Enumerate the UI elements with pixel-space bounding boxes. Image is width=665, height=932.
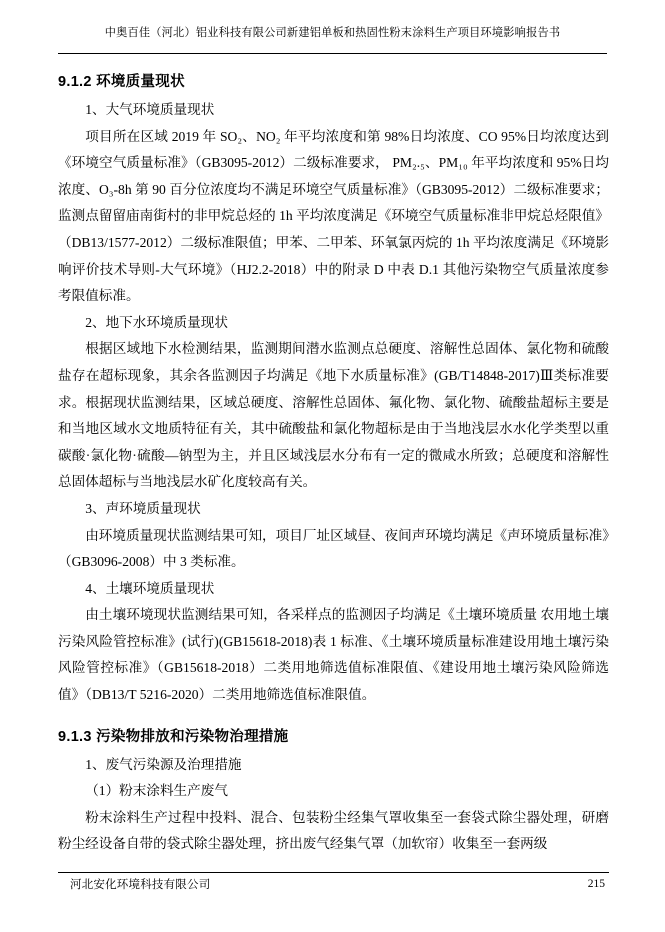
running-title: 中奥百佳（河北）铝业科技有限公司新建铝单板和热固性粉末涂料生产项目环境影响报告书 [104,27,561,39]
section-heading-912: 9.1.2 环境质量现状 [58,74,185,90]
paragraph-groundwater-body: 根据区域地下水检测结果，监测期间潜水监测点总硬度、溶解性总固体、氯化物和硫酸盐存在超标现象，其余各监测因子均满足《地下水质量标准》(GB/T14848-2017)Ⅲ类标准要求。根据现状监测结果，区域总硬度、溶解性总固体、氟化物、氯化物、硫酸盐超标主要是和当地区域水文地质特征有关，其中硫酸盐和氯化物超标是由于当地浅层水水化学类型以重碳酸·氯化物·硫酸—钠型为主，并且区域浅层水分布有一定的微咸水所致；总硬度和溶解性总固体超标与当地浅层水矿化度较高有关。 [58,341,609,490]
page-header [58,24,607,54]
paragraph-powder-coating-title: （1）粉末涂料生产废气 [85,783,228,799]
footer-divider [58,872,609,873]
page-footer [58,872,609,896]
paragraph-soil-title: 4、土壤环境质量现状 [85,580,215,596]
paragraph-air-body: 项目所在区域 2019 年 SO₂、NO₂ 年平均浓度和第 98%日均浓度、CO 95%日均浓度达到《环境空气质量标准》（GB3095-2012）二级标准要求， PM₂.₅、PM₁₀ 年平均浓度和 95%日均浓度、O₃-8h 第 90 百分位浓度均不满足环境空气质量标准》（GB3095-2012）二级标准要求；监测点留留庙南街村的非甲烷总烃的 1h 平均浓度满足《环境空气质量标准非甲烷总烃限值》（DB13/1577-2012）二级标准限值；甲苯、二甲苯、环氧氯丙烷的 1h 平均浓度满足《环境影响评价技术导则-大气环境》（HJ2.2-2018）中的附录 D 中表 D.1 其他污染物空气质量浓度参考限值标准。 [58,128,609,304]
paragraph-waste-gas-title: 1、废气污染源及治理措施 [85,756,242,772]
paragraph-powder-coating-body: 粉末涂料生产过程中投料、混合、包装粉尘经集气罩收集至一套袋式除尘器处理，研磨粉尘经设备自带的袋式除尘器处理，挤出废气经集气罩（加软帘）收集至一套两级 [58,809,609,852]
page-content [58,68,609,862]
paragraph-groundwater-title: 2、地下水环境质量现状 [85,314,228,330]
header-divider [58,53,607,54]
footer-company: 河北安化环境科技有限公司 [70,879,211,891]
paragraph-soil-body: 由土壤环境现状监测结果可知，各采样点的监测因子均满足《土壤环境质量 农用地土壤污染风险管控标准》(试行)(GB15618-2018)表 1 标准、《土壤环境质量标准建设用地土壤污染风险管控标准》（GB15618-2018）二类用地筛选值标准限值、《建设用地土壤污染风险筛选值》（DB13/T 5216-2020）二类用地筛选值标准限值。 [58,607,609,703]
paragraph-noise-title: 3、声环境质量现状 [85,500,201,516]
paragraph-air-title: 1、大气环境质量现状 [85,102,215,117]
section-heading-913: 9.1.3 污染物排放和污染物治理措施 [58,728,289,745]
page-number: 215 [587,878,605,890]
paragraph-noise-body: 由环境质量现状监测结果可知，项目厂址区域昼、夜间声环境均满足《声环境质量标准》（GB3096-2008）中 3 类标准。 [58,527,609,570]
